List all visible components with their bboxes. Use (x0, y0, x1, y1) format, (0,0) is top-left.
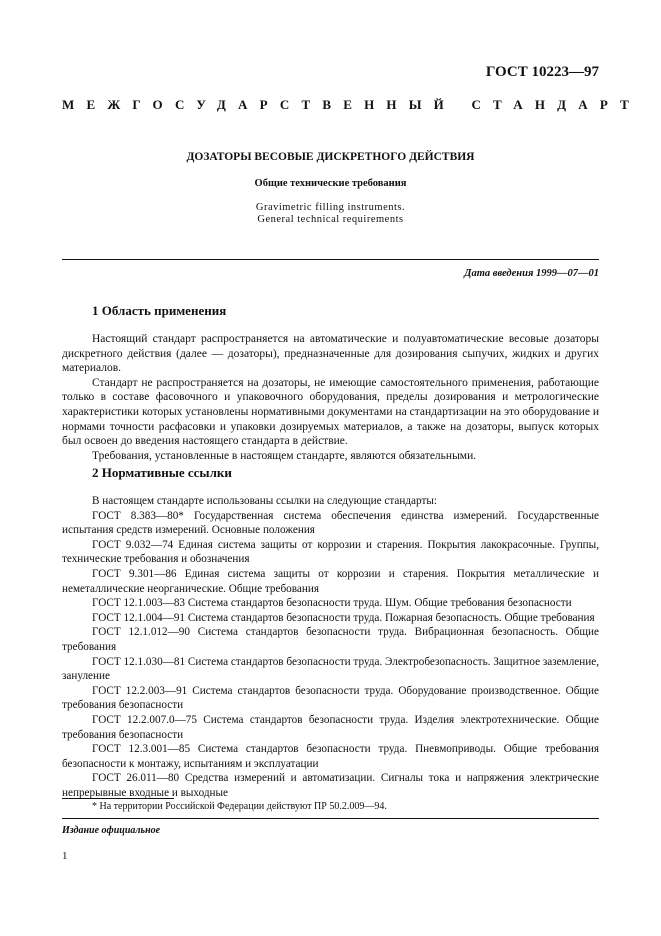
reference-item: ГОСТ 12.3.001—85 Система стандартов безопасности труда. Пневмоприводы. Общие требования безопасности к монтажу, испытаниям и эксплуатации (62, 743, 599, 770)
footer-rule (62, 818, 599, 819)
document-subtitle: Общие технические требования (254, 178, 407, 189)
reference-item: ГОСТ 9.301—86 Единая система защиты от коррозии и старения. Покрытия металлические и неметаллические неорганические. Общие требования (62, 567, 599, 595)
reference-item: ГОСТ 12.1.003—83 Система стандартов безопасности труда. Шум. Общие требования безопасности (92, 597, 572, 610)
reference-item: ГОСТ 12.2.007.0—75 Система стандартов безопасности труда. Изделия электротехнические. Общие требования безопасности (62, 713, 599, 741)
reference-item: ГОСТ 12.1.004—91 Система стандартов безопасности труда. Пожарная безопасность. Общие требования (92, 611, 595, 624)
reference-item: ГОСТ 8.383—80* Государственная система обеспечения единства измерений. Государственные испытания средств измерений. Основные положения (62, 509, 599, 537)
reference-item: ГОСТ 12.1.012—90 Система стандартов безопасности труда. Вибрационная безопасность. Общие требования (62, 626, 599, 653)
english-title-line-1: Gravimetric filling instruments. (255, 202, 406, 213)
english-title (0, 202, 661, 226)
section-1-heading: 1 Область применения (92, 303, 227, 318)
section-2-heading: 2 Нормативные ссылки (92, 465, 232, 480)
document-title: ДОЗАТОРЫ ВЕСОВЫЕ ДИСКРЕТНОГО ДЕЙСТВИЯ (186, 151, 475, 163)
section-1-body (62, 332, 599, 463)
section-1-paragraph: Настоящий стандарт распространяется на автоматические и полуавтоматические весовые дозаторы дискретного действия (далее — дозаторы), предназначенные для дозирования сыпучих, жидких и других материалов. (62, 333, 599, 375)
edition-label: Издание официальное (62, 825, 161, 836)
section-1-paragraph: Стандарт не распространяется на дозаторы, не имеющие самостоятельного применения, работающие только в составе фасовочного и упаковочного оборудования, пределы дозирования и метрологические характеристики которых установлены нормативными документами на стандартизации на это оборудование и нормами точности расфасовки и упаковки дозируемых материалов, а также на дозаторы, выпуск которых был освоен до введения настоящего стандарта в действие. (62, 376, 599, 448)
section-2-body (62, 494, 599, 800)
reference-item: ГОСТ 12.1.030—81 Система стандартов безопасности труда. Электробезопасность. Защитное заземление, зануление (62, 655, 599, 683)
section-1-paragraph: Требования, установленные в настоящем стандарте, являются обязательными. (92, 449, 477, 462)
gost-code: ГОСТ 10223—97 (485, 64, 599, 80)
footnote-rule (62, 798, 174, 799)
footnote: * На территории Российской Федерации действуют ПР 50.2.009—94. (92, 801, 387, 812)
interstate-standard-banner: МЕЖГОСУДАРСТВЕННЫЙ СТАНДАРТ (62, 97, 642, 112)
english-title-line-2: General technical requirements (257, 214, 404, 225)
page-number: 1 (62, 850, 68, 862)
header-rule (62, 259, 599, 260)
reference-item: ГОСТ 12.2.003—91 Система стандартов безопасности труда. Оборудование производственное. Общие требования безопасности (62, 684, 599, 712)
introduction-date: Дата введения 1999—07—01 (464, 268, 599, 279)
section-2-intro: В настоящем стандарте использованы ссылки на следующие стандарты: (92, 495, 437, 507)
reference-item: ГОСТ 26.011—80 Средства измерений и автоматизации. Сигналы тока и напряжения электрические непрерывные входные и выходные (62, 772, 599, 799)
reference-item: ГОСТ 9.032—74 Единая система защиты от коррозии и старения. Покрытия лакокрасочные. Группы, технические требования и обозначения (62, 538, 599, 566)
